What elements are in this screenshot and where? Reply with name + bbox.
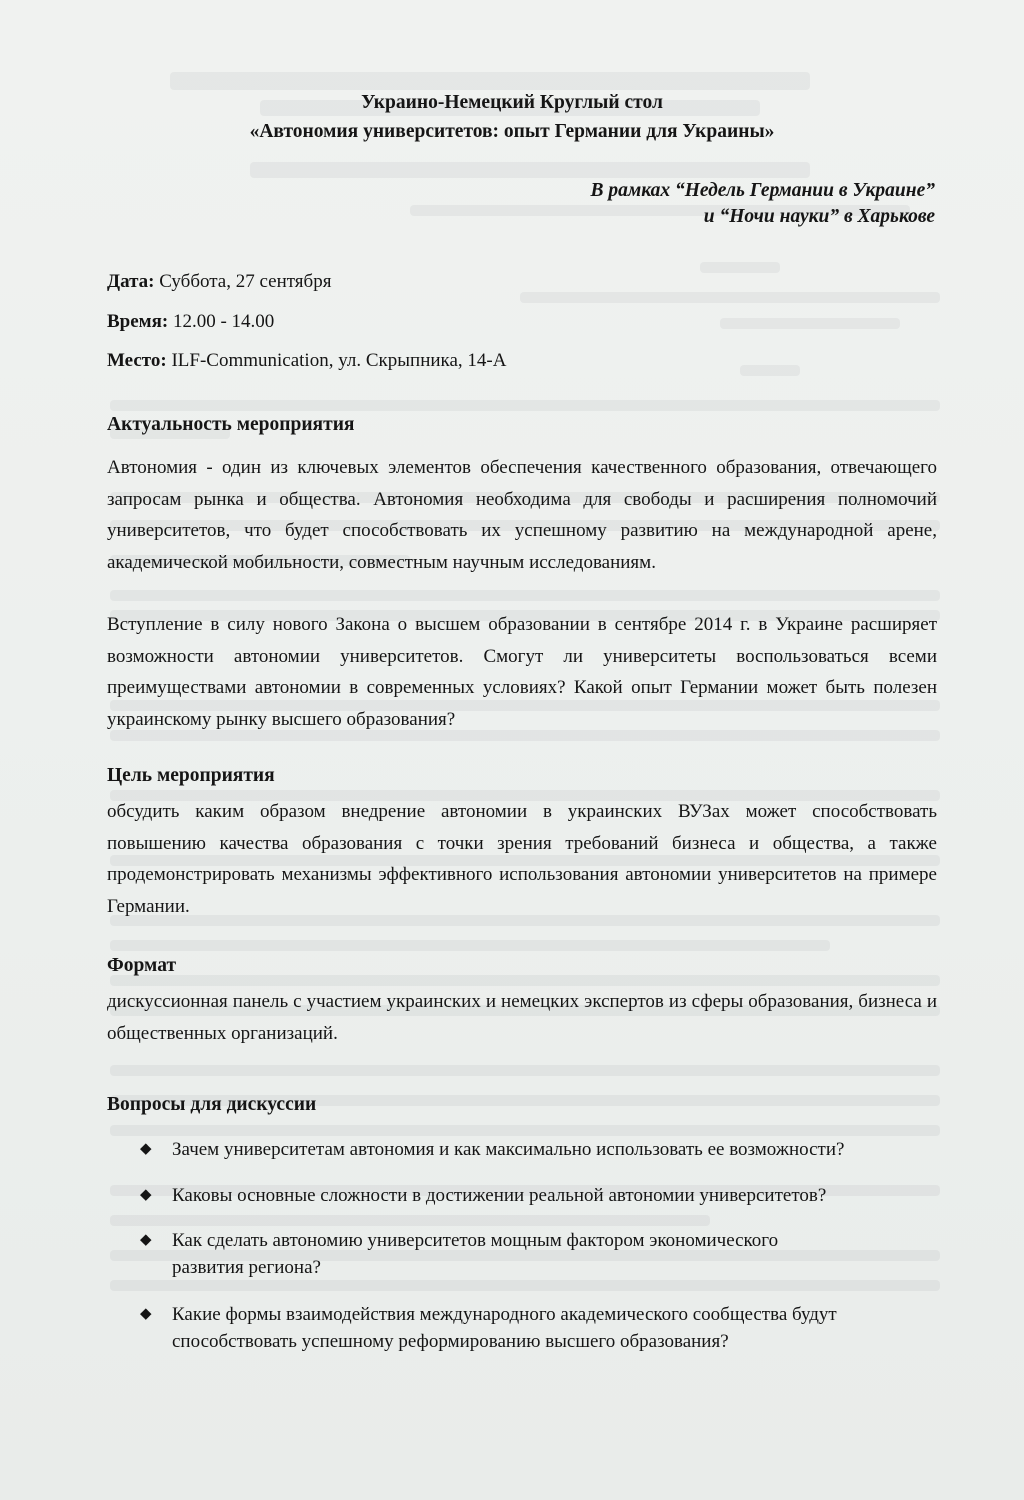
- diamond-bullet-icon: ◆: [140, 1141, 152, 1157]
- title-line-1: Украино-Немецкий Круглый стол: [361, 92, 663, 113]
- relevance-heading: Актуальность мероприятия: [107, 414, 355, 435]
- question-text: Как сделать автономию университетов мощным фактором экономического развития региона?: [172, 1230, 779, 1278]
- goal-text: обсудить каким образом внедрение автономии в украинских ВУЗах может способствовать повышению качества образования с точки зрения требований бизнеса и общества, а также продемонстрировать механизмы эффективного использования автономии университетов на примере Германии.: [107, 801, 937, 917]
- time-value: 12.00 - 14.00: [172, 311, 275, 332]
- goal-heading: Цель мероприятия: [107, 765, 275, 786]
- title-line-2: «Автономия университетов: опыт Германии для Украины»: [249, 121, 775, 142]
- time-row: [107, 311, 274, 333]
- relevance-paragraph-2: Вступление в силу нового Закона о высшем образовании в сентябре 2014 г. в Украине расширяет возможности автономии университетов. Смогут ли университеты воспользоваться всеми преимуществами автономии в современных условиях? Какой опыт Германии может быть полезен украинскому рынку высшего образования?: [107, 614, 937, 730]
- date-row: [107, 271, 331, 293]
- questions-heading: Вопросы для дискуссии: [107, 1094, 317, 1115]
- format-text: дискуссионная панель с участием украинских и немецких экспертов из сферы образования, бизнеса и общественных организаций.: [107, 991, 937, 1044]
- diamond-bullet-icon: ◆: [140, 1306, 152, 1322]
- format-heading: Формат: [107, 955, 177, 976]
- question-text: Каковы основные сложности в достижении реальной автономии университетов?: [172, 1185, 827, 1206]
- time-label: Время:: [107, 311, 169, 332]
- date-value: Суббота, 27 сентября: [159, 271, 332, 292]
- place-value: ILF-Communication, ул. Скрыпника, 14-А: [171, 350, 507, 371]
- diamond-bullet-icon: ◆: [140, 1232, 152, 1248]
- place-row: [107, 350, 506, 372]
- diamond-bullet-icon: ◆: [140, 1187, 152, 1203]
- date-label: Дата:: [107, 271, 155, 292]
- place-label: Место:: [107, 350, 167, 371]
- context-line-2: и “Ночи науки” в Харькове: [703, 206, 935, 227]
- question-text: Какие формы взаимодействия международного академического сообщества будут способствовать успешному реформированию высшего образования?: [172, 1304, 837, 1352]
- question-text: Зачем университетам автономия и как максимально использовать ее возможности?: [172, 1139, 845, 1160]
- context-line-1: В рамках “Недель Германии в Украине”: [590, 180, 935, 201]
- relevance-paragraph-1: Автономия - один из ключевых элементов обеспечения качественного образования, отвечающего запросам рынка и общества. Автономия необходима для свободы и расширения полномочий университетов, что будет способствовать их успешному развитию на международной арене, академической мобильности, совместным научным исследованиям.: [107, 457, 937, 573]
